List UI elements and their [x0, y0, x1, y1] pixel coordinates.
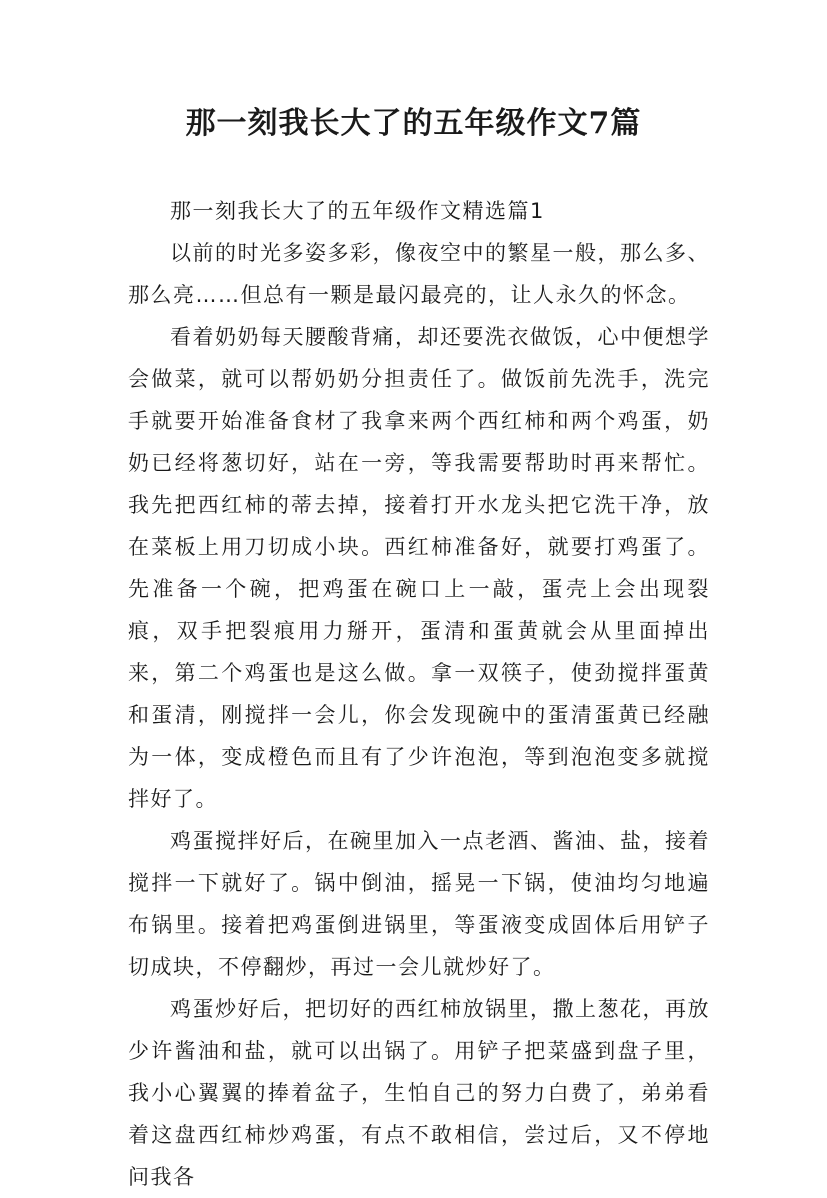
- paragraph-2: 看着奶奶每天腰酸背痛，却还要洗衣做饭，心中便想学会做菜，就可以帮奶奶分担责任了。做饭前先洗手，洗完手就要开始准备食材了我拿来两个西红柿和两个鸡蛋，奶奶已经将葱切好，站在一旁，等我需要帮助时再来帮忙。我先把西红柿的蒂去掉，接着打开水龙头把它洗干净，放在菜板上用刀切成小块。西红柿准备好，就要打鸡蛋了。先准备一个碗，把鸡蛋在碗口上一敲，蛋壳上会出现裂痕，双手把裂痕用力掰开，蛋清和蛋黄就会从里面掉出来，第二个鸡蛋也是这么做。拿一双筷子，使劲搅拌蛋黄和蛋清，刚搅拌一会儿，你会发现碗中的蛋清蛋黄已经融为一体，变成橙色而且有了少许泡泡，等到泡泡变多就搅拌好了。: [128, 325, 710, 811]
- document-title: 那一刻我长大了的五年级作文7篇: [185, 106, 642, 141]
- paragraph-3: 鸡蛋搅拌好后，在碗里加入一点老酒、酱油、盐，接着搅拌一下就好了。锅中倒油，摇晃一下锅，使油均匀地遍布锅里。接着把鸡蛋倒进锅里，等蛋液变成固体后用铲子切成块，不停翻炒，再过一会儿就炒好了。: [128, 829, 710, 979]
- document-body: [128, 190, 710, 1198]
- paragraph-1: 以前的时光多姿多彩，像夜空中的繁星一般，那么多、那么亮……但总有一颗是最闪最亮的，让人永久的怀念。: [128, 241, 710, 307]
- section-title: 那一刻我长大了的五年级作文精选篇1: [170, 199, 545, 223]
- paragraph-4: 鸡蛋炒好后，把切好的西红柿放锅里，撒上葱花，再放少许酱油和盐，就可以出锅了。用铲子把菜盛到盘子里，我小心翼翼的捧着盆子，生怕自己的努力白费了，弟弟看着这盘西红柿炒鸡蛋，有点不敢相信，尝过后，又不停地问我各: [128, 997, 710, 1189]
